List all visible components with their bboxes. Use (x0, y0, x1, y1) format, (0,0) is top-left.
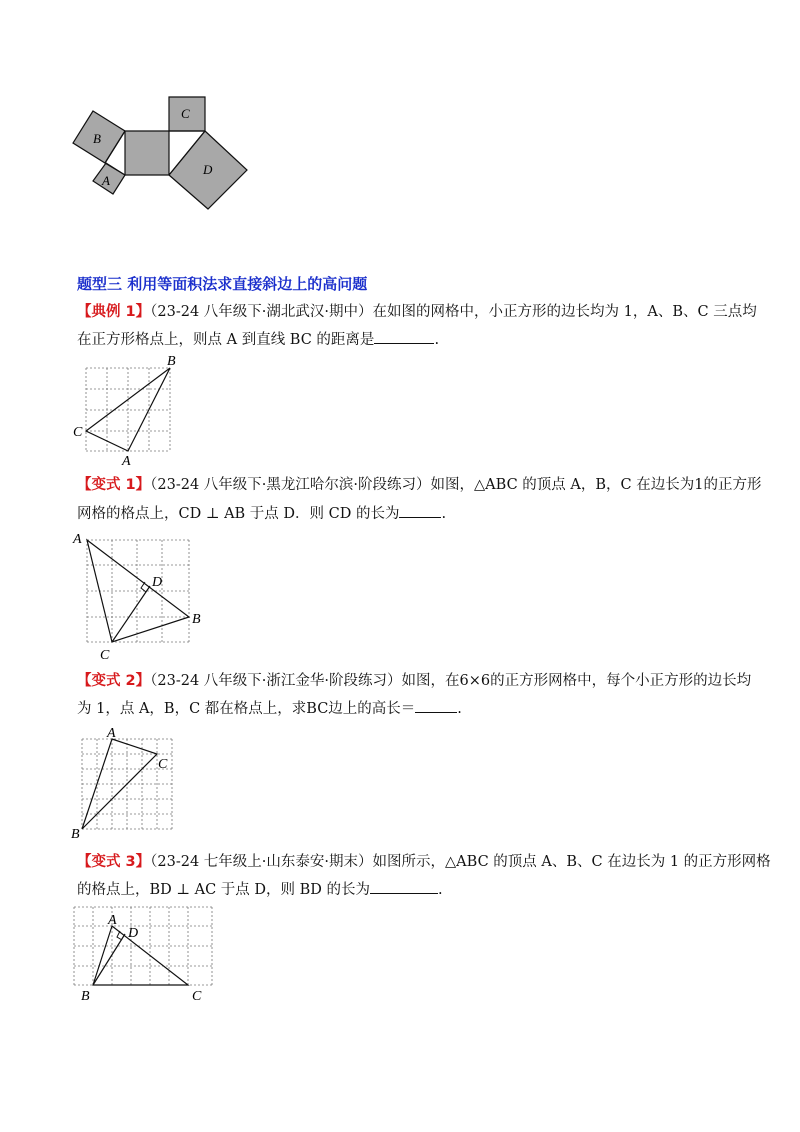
label-a: A (102, 173, 110, 188)
section-title: 题型三 利用等面积法求直接斜边上的高问题 (77, 275, 368, 293)
variant2-line1 (77, 671, 751, 691)
variant1-label-c: C (100, 648, 110, 662)
variant2-answer-blank[interactable] (415, 698, 457, 713)
variant3-altitude-bd (93, 934, 125, 985)
example1-line1 (77, 302, 757, 322)
variant1-tag: 【变式 1】 (77, 477, 151, 493)
variant2-text-1: 如图，在6×6的正方形网格中，每个小正方形的边长均 (401, 673, 752, 689)
example1-line2 (77, 329, 439, 350)
variant3-figure (70, 900, 220, 1010)
variant2-text-2: 为 1，点 A，B，C 都在格点上，求BC边上的高长＝ (77, 701, 416, 717)
example1-label-c: C (73, 425, 83, 440)
variant2-figure (70, 724, 185, 839)
example1-text-1: 在如图的网格中，小正方形的边长均为 1，A、B、C 三点均 (372, 304, 757, 320)
example1-label-a: A (122, 454, 131, 467)
variant1-line2 (77, 503, 446, 524)
variant1-label-b: B (192, 612, 201, 627)
label-c: C (181, 106, 190, 121)
variant1-line1 (77, 475, 761, 495)
variant3-tag: 【变式 3】 (77, 854, 151, 870)
example1-answer-blank[interactable] (374, 329, 434, 344)
variant2-label-b: B (71, 827, 80, 839)
label-b: B (93, 131, 101, 146)
variant3-label-b: B (81, 989, 90, 1004)
example1-source: （23-24 八年级下·湖北武汉·期中） (150, 304, 373, 320)
variant1-triangle (87, 540, 189, 642)
variant3-text-2: 的格点上，BD ⊥ AC 于点 D，则 BD 的长为 (77, 882, 371, 898)
variant2-label-a: A (107, 726, 116, 741)
example1-tag: 【典例 1】 (77, 304, 151, 320)
variant2-label-c: C (158, 757, 168, 772)
variant3-label-a: A (108, 913, 117, 928)
variant3-answer-blank[interactable] (370, 879, 438, 894)
squares-figure (60, 85, 260, 220)
variant1-source: （23-24 八年级下·黑龙江哈尔滨·阶段练习） (150, 477, 431, 493)
variant2-tag: 【变式 2】 (77, 673, 151, 689)
variant2-line2 (77, 698, 462, 719)
variant3-text-1: 如图所示，△ABC 的顶点 A、B、C 在边长为 1 的正方形网格 (372, 854, 771, 870)
label-d: D (203, 162, 213, 177)
variant3-triangle (93, 926, 188, 985)
variant3-right-angle-mark (117, 931, 122, 940)
example1-figure (70, 352, 185, 467)
example1-label-b: B (167, 354, 176, 369)
variant3-label-d: D (128, 926, 139, 941)
variant3-line2 (77, 879, 443, 900)
variant3-label-c: C (192, 989, 202, 1004)
variant1-figure (70, 527, 210, 662)
variant2-source: （23-24 八年级下·浙江金华·阶段练习） (150, 673, 402, 689)
variant1-text-2: 网格的格点上，CD ⊥ AB 于点 D．则 CD 的长为 (77, 506, 400, 522)
example1-period: . (434, 332, 440, 348)
variant2-period: . (457, 701, 462, 717)
variant1-period: . (441, 506, 447, 522)
variant3-period: . (438, 882, 443, 898)
variant3-source: （23-24 七年级上·山东泰安·期末） (150, 854, 373, 870)
example1-text-2: 在正方形格点上，则点 A 到直线 BC 的距离是 (77, 332, 375, 348)
variant1-label-d: D (152, 575, 163, 590)
middle-square (125, 131, 169, 175)
variant1-text-1: 如图，△ABC 的顶点 A，B，C 在边长为1的正方形 (430, 477, 762, 493)
variant1-altitude-cd (112, 586, 150, 642)
variant1-label-a: A (73, 532, 82, 547)
variant3-line1 (77, 852, 771, 872)
variant1-answer-blank[interactable] (399, 503, 441, 518)
